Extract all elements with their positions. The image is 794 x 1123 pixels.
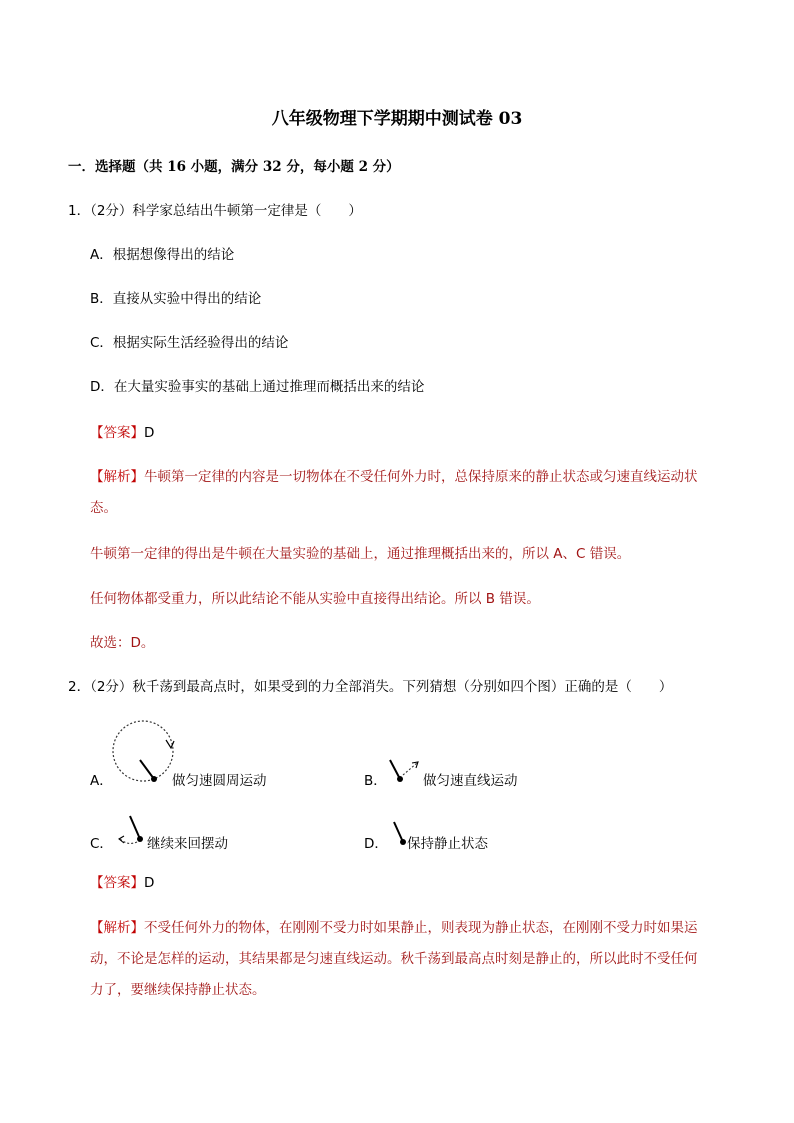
q2-option-a-caption: 做匀速圆周运动 xyxy=(172,773,267,789)
q1-option-d: D．在大量实验事实的基础上通过推理而概括出来的结论 xyxy=(90,379,425,395)
q2-analysis-line-2: 动，不论是怎样的运动，其结果都是匀速直线运动。秋千荡到最高点时刻是静止的，所以此时不受任何 xyxy=(90,951,698,967)
q2-analysis-line-1: 【解析】不受任何外力的物体，在刚刚不受力时如果静止，则表现为静止状态，在刚刚不受力时如果运 xyxy=(90,920,698,936)
q2-option-a-letter: A． xyxy=(90,773,113,789)
answer-value: D xyxy=(144,425,155,441)
q1-analysis-line-1: 【解析】牛顿第一定律的内容是一切物体在不受任何外力时，总保持原来的静止状态或匀速直线运动状 xyxy=(90,469,698,485)
dotted-line-path xyxy=(403,763,417,775)
q1-analysis-line-5: 故选：D。 xyxy=(90,635,155,651)
q1-option-c: C．根据实际生活经验得出的结论 xyxy=(90,335,289,351)
q2-option-c-letter: C． xyxy=(90,836,113,852)
q1-answer xyxy=(90,424,154,442)
swing-rope xyxy=(140,760,154,779)
swing-rope xyxy=(394,822,403,842)
swing-ball xyxy=(137,836,143,842)
swing-oscillation-figure xyxy=(112,814,148,848)
answer-tag: 【答案】 xyxy=(90,425,144,441)
analysis-tag: 【解析】 xyxy=(90,920,144,936)
page-title: 八年级物理下学期期中测试卷 03 xyxy=(271,109,523,129)
q2-option-b-caption: 做匀速直线运动 xyxy=(423,773,518,789)
swing-circle-figure xyxy=(108,716,178,790)
analysis-tag: 【解析】 xyxy=(90,469,144,485)
q1-analysis-line-2: 态。 xyxy=(90,500,117,516)
section-heading: 一．选择题（共 16 小题，满分 32 分，每小题 2 分） xyxy=(68,159,400,175)
question-2-stem: 2．（2分）秋千荡到最高点时，如果受到的力全部消失。下列猜想（分别如四个图）正确的是（ ） xyxy=(68,679,673,695)
swing-ball xyxy=(400,839,406,845)
question-1-stem: 1．（2分）科学家总结出牛顿第一定律是（ ） xyxy=(68,203,362,219)
q1-analysis-line-4: 任何物体都受重力，所以此结论不能从实验中直接得出结论。所以 B 错误。 xyxy=(90,591,540,607)
answer-value: D xyxy=(144,875,155,891)
arrow-icon xyxy=(166,740,174,748)
q1-option-b: B．直接从实验中得出的结论 xyxy=(90,291,262,307)
swing-ball xyxy=(397,776,403,782)
q2-option-b-letter: B． xyxy=(364,773,387,789)
answer-tag: 【答案】 xyxy=(90,875,144,891)
swing-straight-figure xyxy=(386,758,422,788)
q1-option-a: A．根据想像得出的结论 xyxy=(90,247,235,263)
swing-ball xyxy=(151,776,157,782)
swing-rope xyxy=(390,760,400,779)
arrow-icon xyxy=(119,836,124,843)
q2-option-c-caption: 继续来回摆动 xyxy=(147,836,228,852)
swing-rope xyxy=(130,816,140,839)
q2-option-d-letter: D． xyxy=(364,836,388,852)
q2-answer xyxy=(90,874,154,892)
q1-analysis-line-3: 牛顿第一定律的得出是牛顿在大量实验的基础上，通过推理概括出来的，所以 A、C 错误。 xyxy=(90,546,631,562)
q2-analysis-line-3: 力了，要继续保持静止状态。 xyxy=(90,982,266,998)
dotted-circle-path xyxy=(113,721,173,781)
q2-option-d-caption: 保持静止状态 xyxy=(407,836,488,852)
